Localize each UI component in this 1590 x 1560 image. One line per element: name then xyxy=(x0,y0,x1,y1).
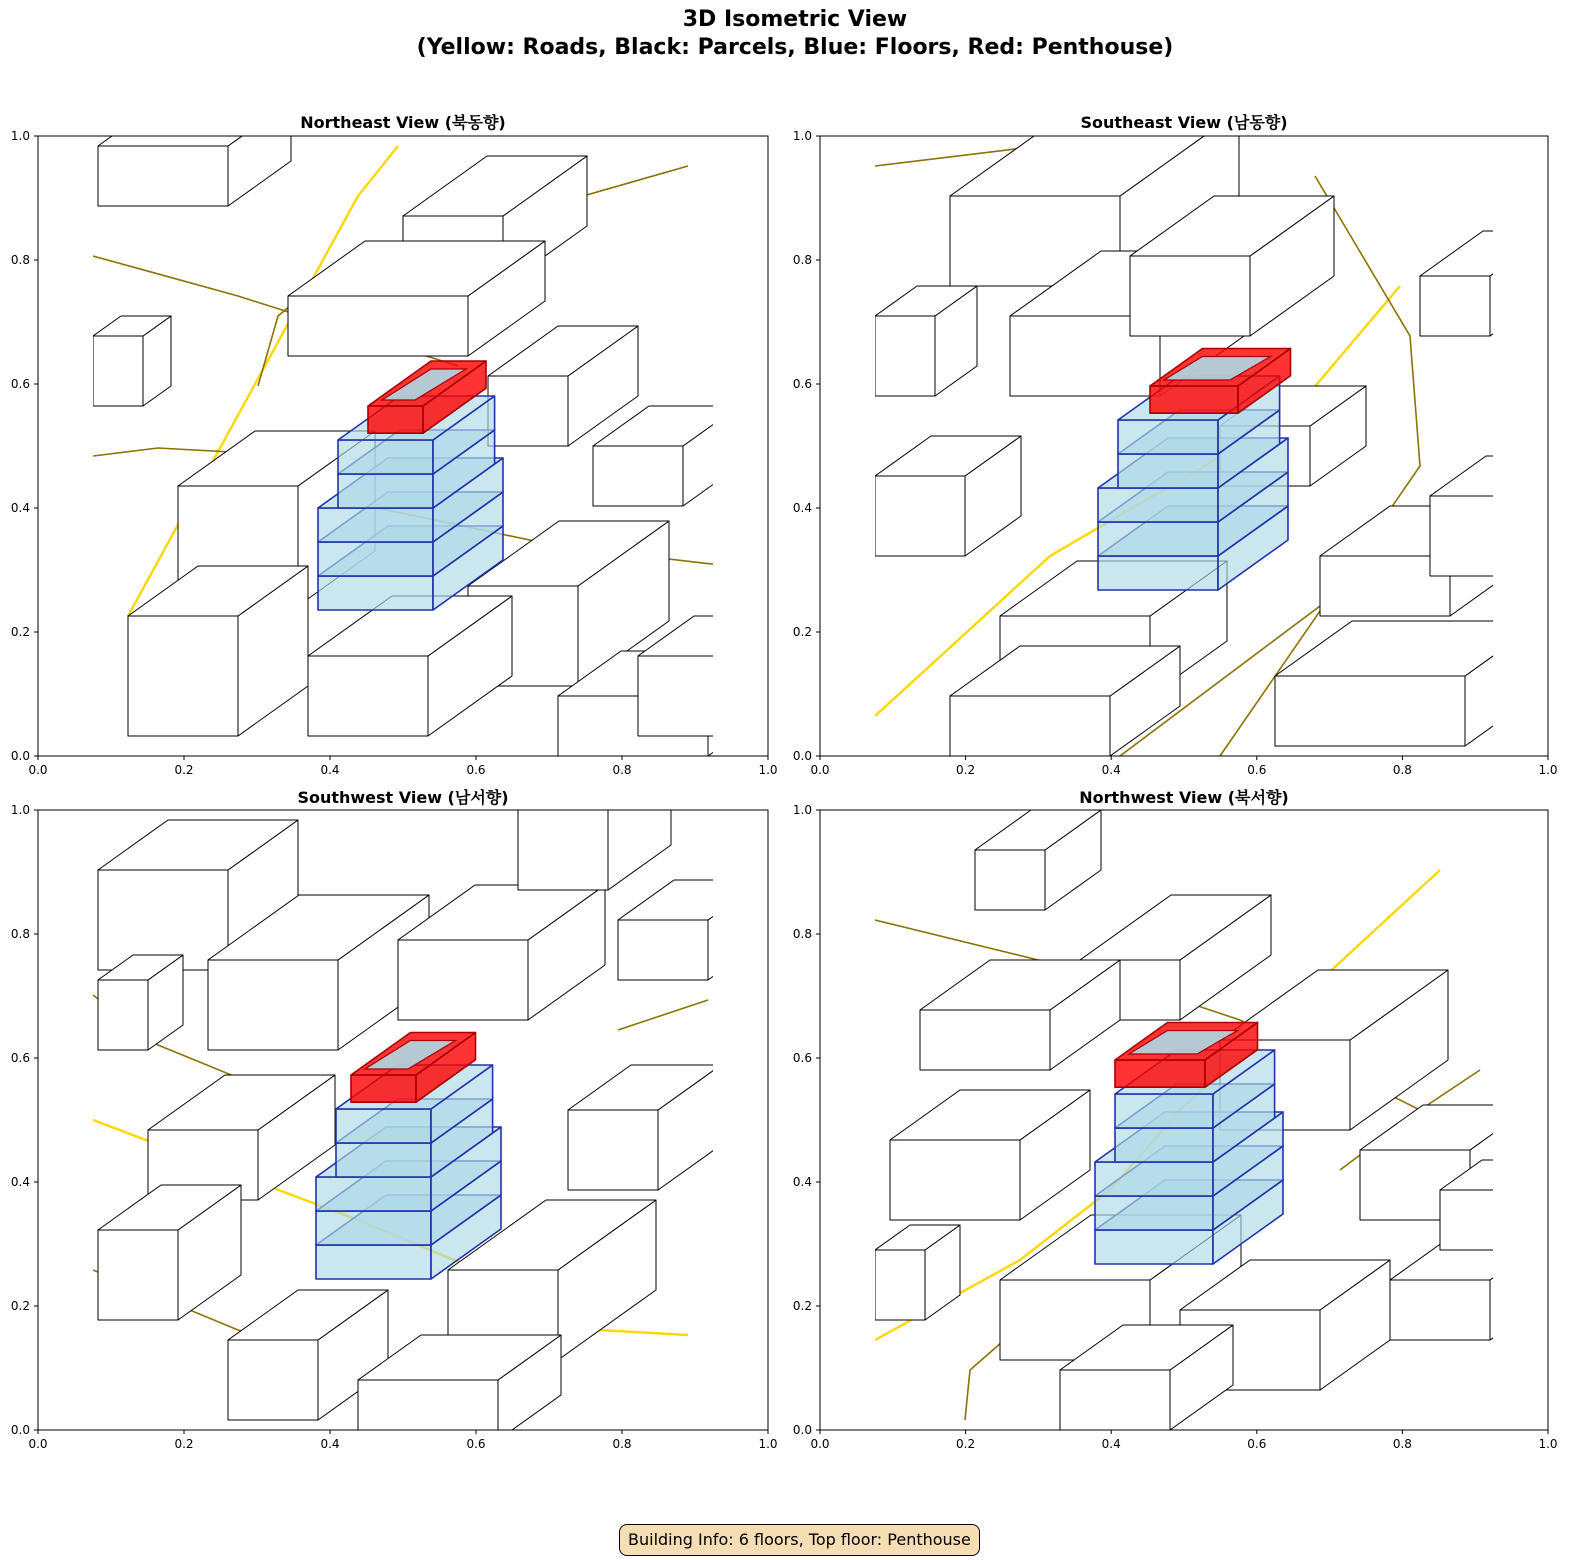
y-tick-label: 0.6 xyxy=(792,377,812,391)
y-tick-label: 0.6 xyxy=(792,1051,812,1065)
x-tick-label: 0.4 xyxy=(1101,763,1121,777)
northeast-view-panel xyxy=(10,129,778,777)
panel-title-southeast: Southeast View (남동향) xyxy=(1080,113,1288,132)
y-tick-label: 1.0 xyxy=(792,129,812,143)
road-line xyxy=(618,1000,708,1030)
x-tick-label: 0.4 xyxy=(1101,1437,1121,1451)
y-tick-label: 0.2 xyxy=(10,1299,30,1313)
parcel-building xyxy=(638,616,794,736)
parcel-building xyxy=(1430,456,1556,576)
target-building xyxy=(1095,1023,1283,1265)
y-tick-label: 0.0 xyxy=(792,749,812,763)
y-tick-label: 0.4 xyxy=(10,1175,30,1189)
figure-title xyxy=(0,6,1590,62)
y-tick-label: 0.8 xyxy=(10,927,30,941)
parcel-building xyxy=(875,1225,960,1320)
x-tick-label: 0.6 xyxy=(1247,1437,1267,1451)
y-tick-label: 0.2 xyxy=(792,625,812,639)
x-tick-label: 1.0 xyxy=(1538,763,1558,777)
y-tick-label: 0.2 xyxy=(792,1299,812,1313)
x-tick-label: 0.8 xyxy=(612,1437,632,1451)
x-tick-label: 0.2 xyxy=(174,763,194,777)
x-tick-label: 0.0 xyxy=(28,1437,48,1451)
panel-title-southwest: Southwest View (남서향) xyxy=(297,788,509,807)
northwest-view-panel xyxy=(792,803,1558,1451)
panel-title-northeast: Northeast View (북동향) xyxy=(300,113,506,132)
parcel-building xyxy=(98,1185,241,1320)
parcel-building xyxy=(308,596,512,736)
figure-title-line2: (Yellow: Roads, Black: Parcels, Blue: Floors, Red: Penthouse) xyxy=(416,35,1174,60)
x-tick-label: 0.8 xyxy=(1392,1437,1412,1451)
y-tick-label: 0.8 xyxy=(792,927,812,941)
y-tick-label: 1.0 xyxy=(792,803,812,817)
panel-title-northwest: Northwest View (북서향) xyxy=(1079,788,1289,807)
y-tick-label: 0.8 xyxy=(10,253,30,267)
parcel-building xyxy=(488,326,638,446)
y-tick-label: 0.6 xyxy=(10,1051,30,1065)
parcel-building xyxy=(875,286,977,396)
southeast-view-panel xyxy=(792,129,1558,777)
x-tick-label: 1.0 xyxy=(758,1437,778,1451)
southwest-view-panel xyxy=(10,803,778,1451)
x-tick-label: 0.8 xyxy=(612,763,632,777)
y-tick-label: 0.4 xyxy=(792,1175,812,1189)
target-building xyxy=(316,1033,501,1280)
parcel-building xyxy=(1420,231,1553,336)
y-tick-label: 0.0 xyxy=(792,1423,812,1437)
parcel-building xyxy=(518,765,671,890)
parcel-building xyxy=(1390,1235,1553,1340)
x-tick-label: 0.0 xyxy=(810,1437,830,1451)
northeast-scene xyxy=(93,101,794,756)
x-tick-label: 0.2 xyxy=(174,1437,194,1451)
x-tick-label: 0.6 xyxy=(466,1437,486,1451)
figure-title-line1: 3D Isometric View xyxy=(682,7,908,32)
target-building xyxy=(318,361,503,610)
y-tick-label: 0.2 xyxy=(10,625,30,639)
x-tick-label: 0.4 xyxy=(320,763,340,777)
x-tick-label: 0.0 xyxy=(28,763,48,777)
parcel-building xyxy=(975,810,1101,910)
parcel-building xyxy=(568,1065,721,1190)
y-tick-label: 0.4 xyxy=(792,501,812,515)
y-tick-label: 1.0 xyxy=(10,803,30,817)
parcel-building xyxy=(950,646,1180,756)
northwest-scene xyxy=(875,810,1553,1430)
y-tick-label: 1.0 xyxy=(10,129,30,143)
x-tick-label: 0.6 xyxy=(466,763,486,777)
parcel-building xyxy=(93,316,171,406)
y-tick-label: 0.8 xyxy=(792,253,812,267)
parcel-building xyxy=(1275,621,1542,746)
southeast-scene xyxy=(875,111,1556,756)
x-tick-label: 0.4 xyxy=(320,1437,340,1451)
x-tick-label: 0.2 xyxy=(956,763,976,777)
x-tick-label: 1.0 xyxy=(1538,1437,1558,1451)
x-tick-label: 0.2 xyxy=(956,1437,976,1451)
parcel-building xyxy=(618,880,764,980)
x-tick-label: 0.0 xyxy=(810,763,830,777)
parcel-building xyxy=(890,1090,1090,1220)
parcel-building xyxy=(148,1075,335,1200)
y-tick-label: 0.6 xyxy=(10,377,30,391)
parcel-building xyxy=(593,406,739,506)
x-tick-label: 0.6 xyxy=(1247,763,1267,777)
parcel-building xyxy=(128,566,308,736)
building-info-box: Building Info: 6 floors, Top floor: Penthouse xyxy=(619,1524,980,1556)
parcel-building xyxy=(288,241,545,356)
parcel-building xyxy=(875,436,1021,556)
parcel-building xyxy=(920,960,1120,1070)
southwest-scene xyxy=(93,765,764,1440)
x-tick-label: 0.8 xyxy=(1392,763,1412,777)
y-tick-label: 0.4 xyxy=(10,501,30,515)
y-tick-label: 0.0 xyxy=(10,749,30,763)
x-tick-label: 1.0 xyxy=(758,763,778,777)
y-tick-label: 0.0 xyxy=(10,1423,30,1437)
